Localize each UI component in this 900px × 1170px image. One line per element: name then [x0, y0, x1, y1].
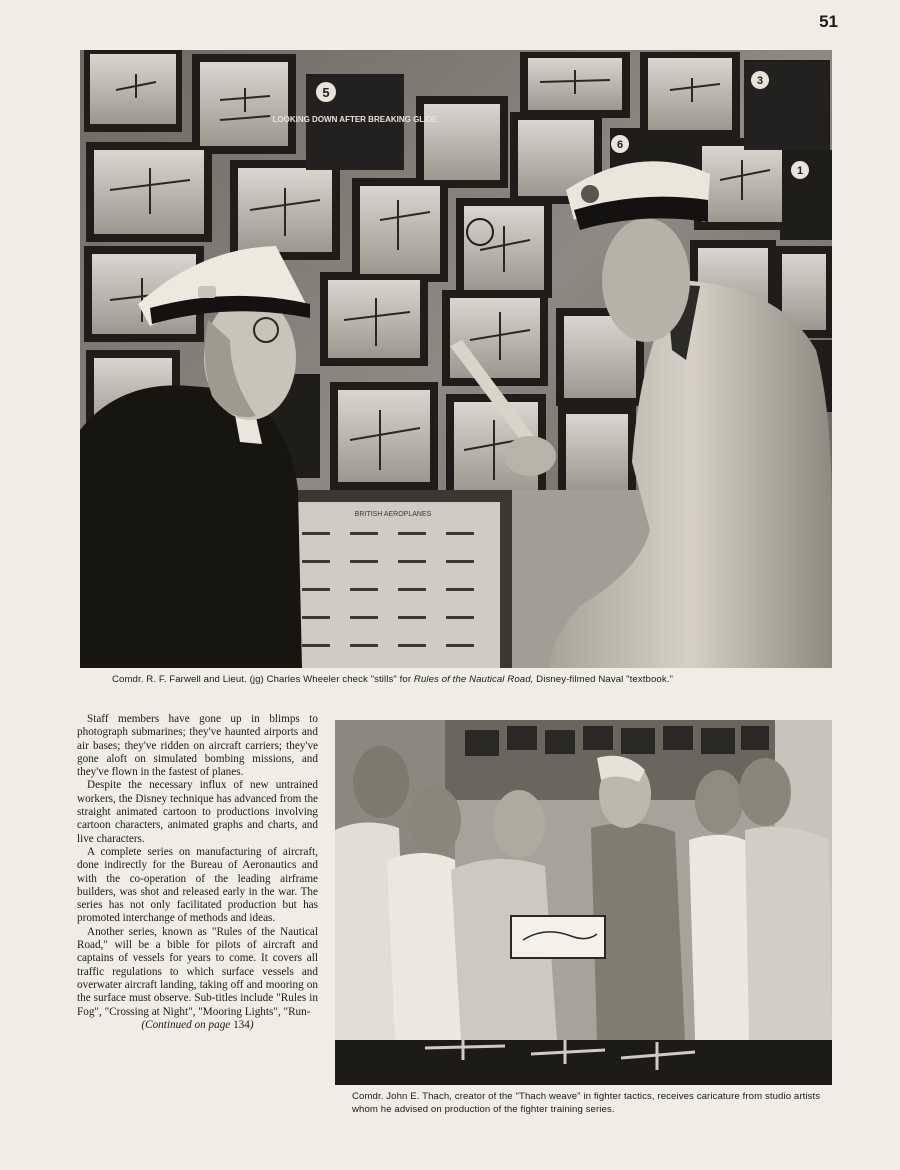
still-number-3: 3	[756, 75, 764, 87]
article-paragraph: A complete series on manufacturing of aircraft, done indirectly for the Bureau of Aeronautics and with the co-operation of the leading airframe builders, was shot and released early in the war. The series has not only facilitated production but has promoted interchange of methods and ideas.	[77, 845, 318, 925]
bottom-photo	[335, 720, 832, 1085]
article-body	[77, 713, 318, 1032]
article-paragraph: Another series, known as "Rules of the Nautical Road," will be a bible for pilots of aircraft and captains of vessels for years to come. It covers all traffic regulations to which surface vessels and overwater aircraft landing, taking off and mooring on the surface must observe. Sub-titles include "Rules in Fog", "Crossing at Night", "Mooring Lights", "Run-	[77, 925, 318, 1018]
top-photo-illustration	[80, 50, 832, 668]
top-photo	[80, 50, 832, 668]
still-number-5: 5	[322, 85, 330, 100]
article-paragraph: Despite the necessary influx of new untrained workers, the Disney technique has advanced from the straight animated cartoon to productions involving cartoon characters, animated graphs and charts, and live characters.	[77, 779, 318, 845]
still-number-6: 6	[616, 139, 624, 151]
page-number: 51	[819, 12, 838, 31]
top-photo-caption: Comdr. R. F. Farwell and Lieut. (jg) Charles Wheeler check "stills" for Rules of the Nautical Road, Disney-filmed Naval "textbook."	[112, 674, 673, 685]
svg-text:BRITISH AEROPLANES: BRITISH AEROPLANES	[354, 511, 432, 518]
bottom-photo-illustration	[335, 720, 832, 1085]
still-number-1: 1	[796, 165, 804, 177]
continued-notice: (Continued on page 134)	[141, 1018, 254, 1031]
still-title-board: LOOKING DOWN AFTER BREAKING GLIDE	[272, 115, 438, 124]
bottom-photo-caption: Comdr. John E. Thach, creator of the "Thach weave" in fighter tactics, receives caricature from studio artists whom he advised on production of the fighter training series.	[352, 1091, 821, 1115]
article-paragraph: Staff members have gone up in blimps to photograph submarines; they've haunted airports and air bases; they've ridden on aircraft carriers; they've gone aloft on simulated bombing missions, and they've flown in the fastest of planes.	[77, 713, 318, 779]
